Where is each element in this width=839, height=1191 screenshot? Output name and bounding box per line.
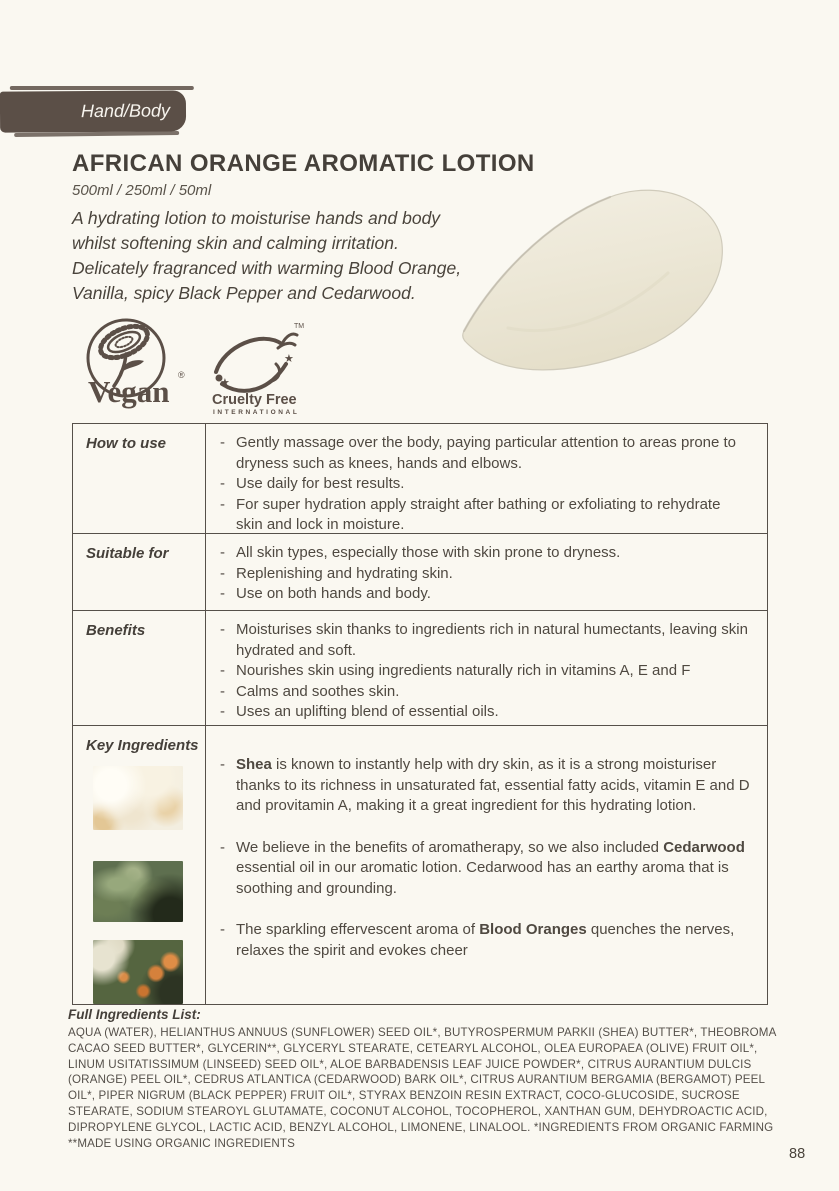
bullet-list: [215, 543, 751, 605]
table-row-benefits: [73, 610, 767, 725]
bullet-item: - Calms and soothes skin.: [215, 682, 751, 703]
row-label: How to use: [73, 424, 206, 533]
bullet-item: - Use daily for best results.: [215, 474, 751, 495]
description-line: Delicately fragranced with warming Blood Orange,: [72, 258, 462, 278]
ingredients-text: AQUA (WATER), HELIANTHUS ANNUUS (SUNFLOWER) SEED OIL*, BUTYROSPERMUM PARKII (SHEA) BUTTER*, THEOBROMA CACAO SEED BUTTER*, GLYCERIN**, GLYCERYL STEARATE, CETEARYL ALCOHOL, OLEA EUROPAEA (OLIVE) FRUIT OIL*, LINUM USITATISSIMUM (LINSEED) SEED OIL*, ALOE BARBADENSIS LEAF JUICE POWDER*, CITRUS AURANTIUM DULCIS (ORANGE) PEEL OIL*, CEDRUS ATLANTICA (CEDARWOOD) BARK OIL*, CITRUS AURANTIUM BERGAMIA (BERGAMOT) PEEL OIL*, PIPER NIGRUM (BLACK PEPPER) FRUIT OIL*, STYRAX BENZOIN RESIN EXTRACT, COCO-GLUCOSIDE, SUCROSE STEARATE, SODIUM STEAROYL GLUTAMATE, COCONUT ALCOHOL, TOCOPHEROL, XANTHAN GUM, DEHYDROACTIC ACID, DIPROPYLENE GLYCOL, LACTIC ACID, BENZYL ALCOHOL, LIMONENE, LINALOOL. *INGREDIENTS FROM ORGANIC FARMING **MADE USING ORGANIC INGREDIENTS: [68, 1026, 776, 1150]
star-icon: ★: [220, 377, 230, 389]
cruelty-free-label: Cruelty Free: [212, 392, 297, 408]
bullet-list: [215, 620, 751, 723]
vegan-logo-icon: [72, 314, 194, 417]
bullet-list: [215, 433, 751, 536]
vegan-label: Vegan: [88, 374, 170, 409]
lotion-swatch-image: [448, 178, 740, 395]
trademark-mark: TM: [294, 323, 305, 330]
table-row-how-to-use: [73, 424, 767, 533]
bullet-item: - Gently massage over the body, paying particular attention to areas prone to dryness such as knees, hands and elbows.: [215, 433, 751, 474]
bullet-item: - Shea is known to instantly help with dry skin, as it is a strong moisturiser thanks to its richness in unsaturated fat, essential fatty acids, vitamin E and D and provitamin A, making it a great ingredient for this hydrating lotion.: [215, 755, 751, 817]
blood-orange-photo: [93, 940, 183, 1004]
product-sizes: 500ml / 250ml / 50ml: [72, 182, 212, 199]
bullet-item: - Moisturises skin thanks to ingredients rich in natural humectants, leaving skin hydrated and soft.: [215, 620, 751, 661]
star-icon: ★: [284, 353, 294, 365]
bullet-list: [215, 755, 751, 961]
row-label: Suitable for: [73, 534, 206, 610]
bullet-item: - Nourishes skin using ingredients naturally rich in vitamins A, E and F: [215, 661, 751, 682]
bullet-item: - For super hydration apply straight after bathing or exfoliating to rehydrate skin and lock in moisture.: [215, 495, 751, 536]
row-label: Key Ingredients: [86, 737, 199, 754]
category-tag: [0, 90, 186, 132]
bullet-item: - The sparkling effervescent aroma of Blood Oranges quenches the nerves, relaxes the spirit and evokes cheer: [215, 920, 751, 961]
row-label: Benefits: [73, 611, 206, 725]
registered-mark: ®: [178, 370, 185, 380]
full-ingredients-section: [68, 1007, 776, 1151]
description-line: whilst softening skin and calming irritation.: [72, 233, 399, 253]
cruelty-free-sublabel: INTERNATIONAL: [213, 409, 300, 416]
ingredients-label: Full Ingredients List:: [68, 1007, 201, 1022]
description-line: A hydrating lotion to moisturise hands and body: [72, 208, 441, 228]
bullet-item: - We believe in the benefits of aromatherapy, so we also included Cedarwood essential oil in our aromatic lotion. Cedarwood has an earthy aroma that is soothing and grounding.: [215, 838, 751, 900]
table-row-key-ingredients: [73, 725, 767, 1004]
table-row-suitable-for: [73, 533, 767, 610]
cedarwood-photo: [93, 861, 183, 922]
category-tag-label: Hand/Body: [80, 100, 171, 122]
page-title: AFRICAN ORANGE AROMATIC LOTION: [72, 150, 535, 177]
description-line: Vanilla, spicy Black Pepper and Cedarwood.: [72, 283, 416, 303]
bullet-item: - Replenishing and hydrating skin.: [215, 564, 751, 585]
cruelty-free-logo-icon: [206, 318, 306, 423]
shea-butter-photo: [93, 766, 183, 830]
page-number: 88: [789, 1146, 806, 1162]
bullet-item: - Uses an uplifting blend of essential oils.: [215, 702, 751, 723]
bullet-item: - Use on both hands and body.: [215, 584, 751, 605]
product-info-table: [72, 423, 768, 1005]
bullet-item: - All skin types, especially those with skin prone to dryness.: [215, 543, 751, 564]
